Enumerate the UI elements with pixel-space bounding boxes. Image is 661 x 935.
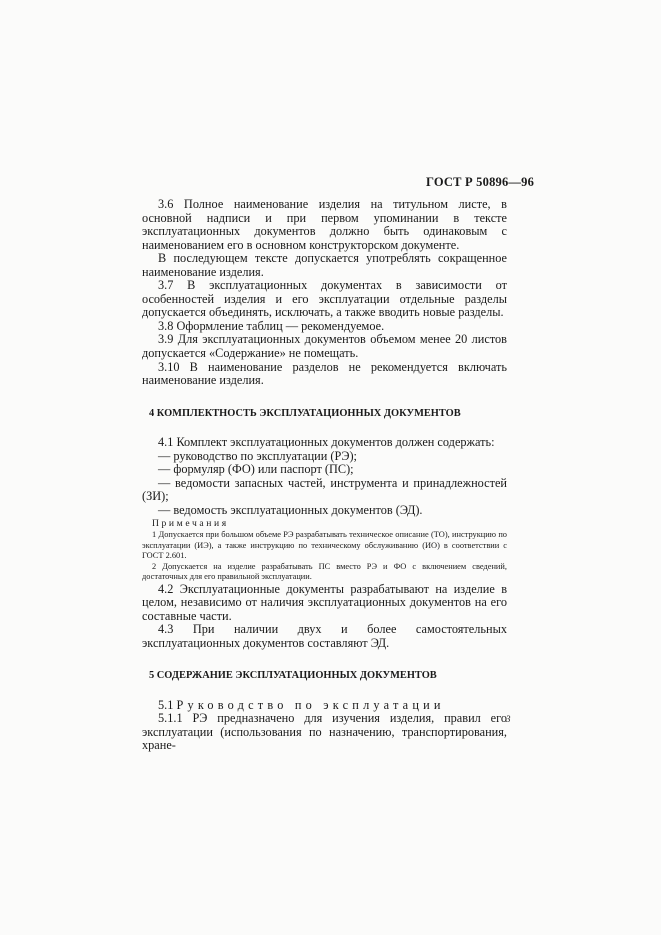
- section-4-title: 4 КОМПЛЕКТНОСТЬ ЭКСПЛУАТАЦИОННЫХ ДОКУМЕНТОВ: [149, 407, 461, 419]
- list-item: — ведомость эксплуатационных документов (ЭД).: [158, 502, 423, 517]
- paragraph-3-6: 3.6 Полное наименование изделия на титульном листе, в основной надписи и при первом упоминании в тексте эксплуатационных документов должно быть одинаковым с наименованием его в основном конструкторском документе.: [142, 197, 507, 252]
- section-5-title: 5 СОДЕРЖАНИЕ ЭКСПЛУАТАЦИОННЫХ ДОКУМЕНТОВ: [149, 670, 437, 682]
- paragraph-4-1: 4.1 Комплект эксплуатационных документов должен содержать:: [158, 435, 495, 450]
- notes-heading: Примечания: [152, 518, 229, 530]
- paragraph-3-10: 3.10 В наименование разделов не рекомендуется включать наименование изделия.: [142, 359, 507, 388]
- document-number: ГОСТ Р 50896—96: [426, 175, 535, 189]
- paragraph-3-9: 3.9 Для эксплуатационных документов объемом менее 20 листов допускается «Содержание» не помещать.: [142, 332, 507, 361]
- document-body: [142, 198, 507, 753]
- subsection-title: Руководство по эксплуатации: [176, 697, 445, 712]
- subsection-5-1: [142, 699, 507, 713]
- list-item: — ведомости запасных частей, инструмента и принадлежностей (ЗИ);: [142, 475, 507, 504]
- paragraph-4-3: 4.3 При наличии двух и более самостоятельных эксплуатационных документов составляют ЭД.: [142, 622, 507, 650]
- paragraph-3-6-cont: В последующем тексте допускается употреблять сокращенное наименование изделия.: [142, 251, 507, 279]
- list-item: — формуляр (ФО) или паспорт (ПС);: [158, 462, 354, 477]
- paragraph-4-2: 4.2 Эксплуатационные документы разрабатывают на изделие в целом, независимо от наличия эксплуатационных документов на его составные части.: [142, 581, 507, 623]
- subsection-number: 5.1: [158, 697, 174, 712]
- paragraph-3-8: 3.8 Оформление таблиц — рекомендуемое.: [158, 318, 385, 333]
- paragraph-3-7: 3.7 В эксплуатационных документах в зависимости от особенностей изделия и его эксплуатации отдельные разделы допускается объединять, исключать, а также вводить новые разделы.: [142, 278, 507, 320]
- page-number: 3: [506, 714, 511, 724]
- note-1: 1 Допускается при большом объеме РЭ разрабатывать техническое описание (ТО), инструкцию по эксплуатации (ИЭ), а также инструкцию по техническому обслуживанию (ИО) в соответствии с ГОСТ 2.601.: [142, 530, 507, 561]
- note-2: 2 Допускается на изделие разрабатывать ПС вместо РЭ и ФО с включением сведений, достаточных для его правильной эксплуатации.: [142, 561, 507, 582]
- paragraph-5-1-1: 5.1.1 РЭ предназначено для изучения изделия, правил его эксплуатации (использования по назначению, транспортирования, хране-: [142, 711, 507, 753]
- list-item: — руководство по эксплуатации (РЭ);: [158, 448, 357, 463]
